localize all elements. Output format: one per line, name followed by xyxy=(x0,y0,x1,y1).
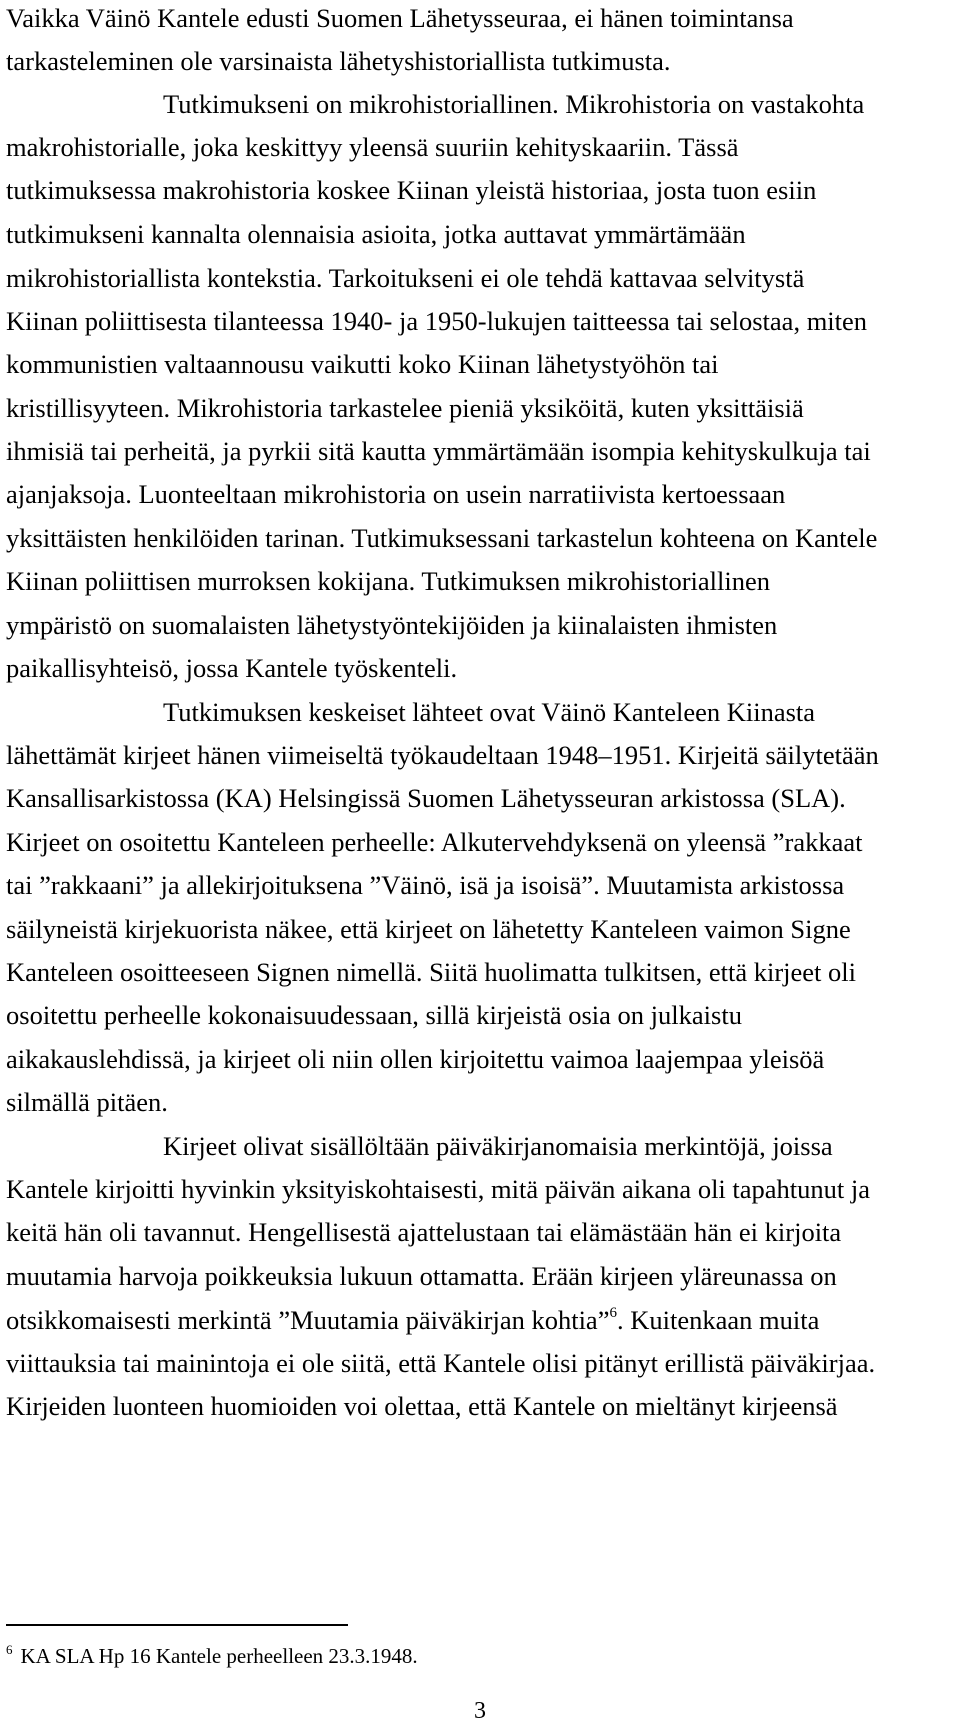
text-line: osoitettu perheelle kokonaisuudessaan, sillä kirjeistä osia on julkaistu xyxy=(6,1000,742,1030)
text-line: muutamia harvoja poikkeuksia lukuun ottamatta. Erään kirjeen yläreunassa on xyxy=(6,1261,837,1291)
text-line: Kirjeet on osoitettu Kanteleen perheelle: Alkutervehdyksenä on yleensä ”rakkaat xyxy=(6,827,863,857)
text-line: ympäristö on suomalaisten lähetystyöntekijöiden ja kiinalaisten ihmisten xyxy=(6,610,778,640)
text-line: yksittäisten henkilöiden tarinan. Tutkimuksessani tarkastelun kohteena on Kantele xyxy=(6,523,878,553)
text-line: tai ”rakkaani” ja allekirjoituksena ”Väinö, isä ja isoisä”. Muutamista arkistossa xyxy=(6,870,845,900)
text-segment: . Kuitenkaan muita xyxy=(616,1305,820,1335)
text-segment: otsikkomaisesti merkintä ”Muutamia päiväkirjan kohtia” xyxy=(6,1305,610,1335)
footnote-reference[interactable]: 6 xyxy=(609,1305,617,1321)
footnote-separator xyxy=(6,1624,348,1626)
text-line: Kiinan poliittisesta tilanteessa 1940- ja 1950-lukujen taitteessa tai selostaa, miten xyxy=(6,306,868,336)
text-line: ajanjaksoja. Luonteeltaan mikrohistoria on usein narratiivista kertoessaan xyxy=(6,479,786,509)
text-line: ihmisiä tai perheitä, ja pyrkii sitä kautta ymmärtämään isompia kehityskulkuja tai xyxy=(6,436,871,466)
text-line: kommunistien valtaannousu vaikutti koko Kiinan lähetystyöhön tai xyxy=(6,349,719,379)
text-line: paikallisyhteisö, jossa Kantele työskenteli. xyxy=(6,653,458,683)
footnote-text: KA SLA Hp 16 Kantele perheelleen 23.3.1948. xyxy=(20,1644,418,1668)
text-line: Vaikka Väinö Kantele edusti Suomen Lähetysseuraa, ei hänen toimintansa xyxy=(6,3,794,33)
text-line: keitä hän oli tavannut. Hengellisestä ajattelustaan tai elämästään hän ei kirjoita xyxy=(6,1217,842,1247)
text-line: tutkimukseni kannalta olennaisia asioita, jotka auttavat ymmärtämään xyxy=(6,219,746,249)
text-line: mikrohistoriallista kontekstia. Tarkoitukseni ei ole tehdä kattavaa selvitystä xyxy=(6,263,805,293)
footnote-mark: 6 xyxy=(6,1642,13,1657)
text-line: Kirjeet olivat sisällöltään päiväkirjanomaisia merkintöjä, joissa xyxy=(163,1131,833,1161)
text-line: Kansallisarkistossa (KA) Helsingissä Suomen Lähetysseuran arkistossa (SLA). xyxy=(6,783,846,813)
text-line: viittauksia tai mainintoja ei ole siitä, että Kantele olisi pitänyt erillistä päiväkirjaa. xyxy=(6,1348,876,1378)
page-number: 3 xyxy=(474,1698,486,1724)
text-line: Kanteleen osoitteeseen Signen nimellä. Siitä huolimatta tulkitsen, että kirjeet oli xyxy=(6,957,856,987)
footnote xyxy=(6,1643,418,1672)
text-line-with-note xyxy=(6,1304,819,1341)
text-line: tarkasteleminen ole varsinaista lähetyshistoriallista tutkimusta. xyxy=(6,46,671,76)
text-line: tutkimuksessa makrohistoria koskee Kiinan yleistä historiaa, josta tuon esiin xyxy=(6,175,817,205)
text-line: Kiinan poliittisen murroksen kokijana. Tutkimuksen mikrohistoriallinen xyxy=(6,566,771,596)
text-line: makrohistorialle, joka keskittyy yleensä suuriin kehityskaariin. Tässä xyxy=(6,132,739,162)
text-line: säilyneistä kirjekuorista näkee, että kirjeet on lähetetty Kanteleen vaimon Signe xyxy=(6,914,851,944)
text-line: Tutkimukseni on mikrohistoriallinen. Mikrohistoria on vastakohta xyxy=(163,89,865,119)
text-line: lähettämät kirjeet hänen viimeiseltä työkaudeltaan 1948–1951. Kirjeitä säilytetään xyxy=(6,740,879,770)
text-line: Kantele kirjoitti hyvinkin yksityiskohtaisesti, mitä päivän aikana oli tapahtunut ja xyxy=(6,1174,871,1204)
text-line: Kirjeiden luonteen huomioiden voi olettaa, että Kantele on mieltänyt kirjeensä xyxy=(6,1391,838,1421)
text-line: aikakauslehdissä, ja kirjeet oli niin ollen kirjoitettu vaimoa laajempaa yleisöä xyxy=(6,1044,825,1074)
text-line: kristillisyyteen. Mikrohistoria tarkastelee pieniä yksiköitä, kuten yksittäisiä xyxy=(6,393,804,423)
text-line: silmällä pitäen. xyxy=(6,1087,168,1117)
text-line: Tutkimuksen keskeiset lähteet ovat Väinö Kanteleen Kiinasta xyxy=(163,697,816,727)
